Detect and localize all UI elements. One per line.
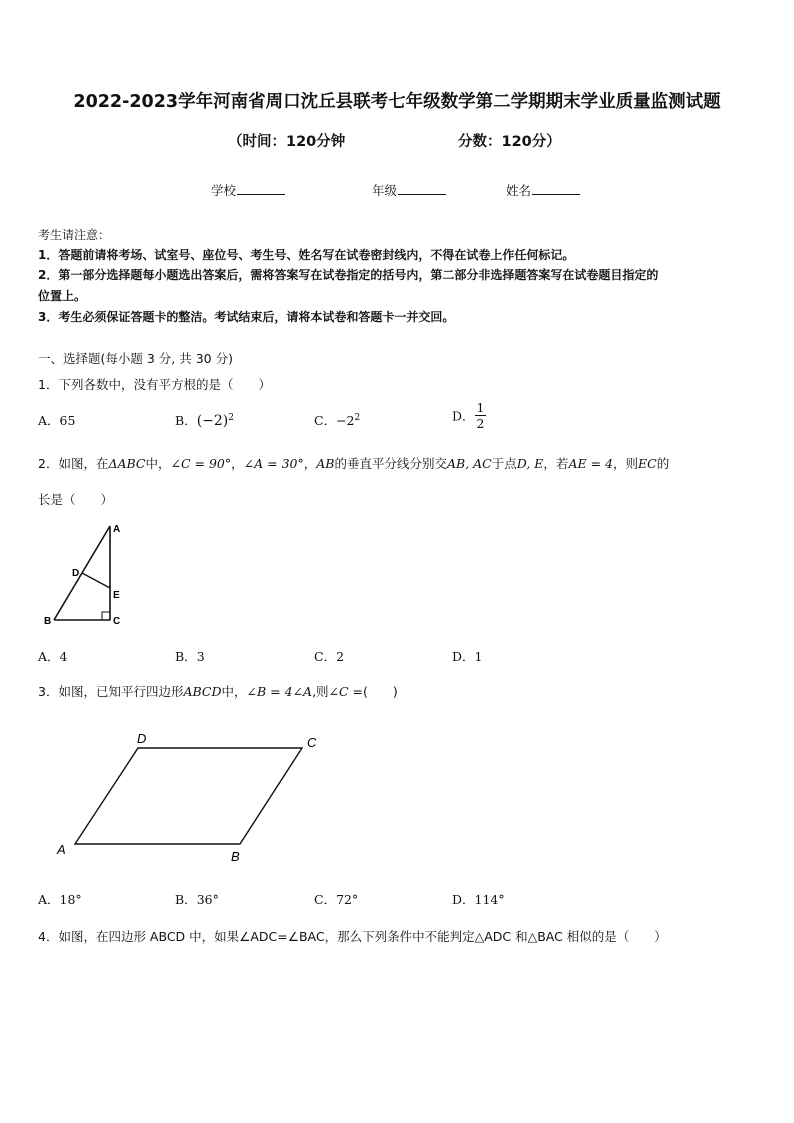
q1-b-sup: 2 bbox=[228, 412, 234, 423]
q2-text-g: 的 bbox=[656, 456, 670, 471]
q2-b-value: 3 bbox=[196, 649, 205, 664]
grade-field bbox=[372, 181, 446, 199]
q2-c-label: C． bbox=[314, 649, 337, 664]
q2-sep-2: ， bbox=[303, 456, 317, 471]
q3-c-value: 72° bbox=[336, 892, 359, 907]
q3-d-label: D． bbox=[452, 892, 475, 907]
name-label: 姓名 bbox=[506, 183, 532, 198]
q3-a-value: 18° bbox=[59, 892, 82, 907]
q2-sides: AB, AC bbox=[446, 456, 492, 471]
q2-triangle-figure bbox=[36, 518, 136, 630]
q2-points: D, E bbox=[516, 456, 544, 471]
name-blank bbox=[532, 182, 580, 195]
q2-ec: EC bbox=[637, 456, 657, 471]
q3-text-a: 3．如图，已知平行四边形 bbox=[38, 684, 184, 699]
q2-triangle: ΔABC bbox=[108, 456, 146, 471]
q2-text-d: 于点 bbox=[491, 456, 517, 471]
time-label: （时间：120分钟 bbox=[228, 134, 346, 150]
q2-stem-line2: 长是（ ） bbox=[38, 492, 114, 507]
q1-option-d bbox=[452, 400, 486, 431]
q1-d-label: D． bbox=[452, 408, 475, 424]
q2-cond-c: ∠C = 90° bbox=[170, 456, 232, 471]
q1-d-numerator: 1 bbox=[476, 400, 485, 415]
q3-b-value: 36° bbox=[196, 892, 219, 907]
q1-b-label: B． bbox=[175, 413, 197, 428]
q2-cond-a: ∠A = 30° bbox=[243, 456, 304, 471]
exam-title: 2022-2023学年河南省周口沈丘县联考七年级数学第二学期期末学业质量监测试题 bbox=[73, 92, 721, 112]
q1-c-sup: 2 bbox=[354, 412, 361, 423]
school-field bbox=[211, 181, 285, 199]
q3-parallelogram bbox=[75, 748, 302, 844]
q2-label-d: D bbox=[72, 568, 80, 579]
q2-option-a bbox=[38, 647, 67, 665]
notes-heading: 考生请注意： bbox=[38, 228, 111, 242]
school-label: 学校 bbox=[211, 183, 237, 198]
q3-label-b: B bbox=[231, 849, 240, 864]
q2-right-angle-mark bbox=[102, 612, 110, 620]
q2-option-b bbox=[175, 647, 205, 665]
q2-text-f: ，则 bbox=[612, 456, 638, 471]
q2-c-value: 2 bbox=[336, 649, 345, 664]
q1-c-label: C． bbox=[314, 413, 337, 428]
q3-text-b: 中， bbox=[221, 684, 247, 699]
q3-stem bbox=[38, 682, 398, 700]
grade-blank bbox=[398, 182, 446, 195]
q3-target: ∠C = bbox=[328, 684, 364, 699]
q3-label-a: A bbox=[57, 842, 66, 857]
note-1: 1．答题前请将考场、试室号、座位号、考生号、姓名写在试卷密封线内，不得在试卷上作任何标记。 bbox=[38, 248, 575, 262]
q3-abcd: ABCD bbox=[183, 684, 222, 699]
q1-b-value: (−2) bbox=[196, 413, 229, 429]
q3-a-label: A． bbox=[38, 892, 60, 907]
school-blank bbox=[237, 182, 285, 195]
q1-stem: 1．下列各数中，没有平方根的是（ ） bbox=[38, 377, 271, 392]
q3-option-a bbox=[38, 890, 82, 908]
q2-ab: AB bbox=[316, 456, 335, 471]
q1-option-b bbox=[175, 411, 234, 429]
q2-text-c: 的垂直平分线分别交 bbox=[334, 456, 447, 471]
q2-text-a: 2．如图，在 bbox=[38, 456, 109, 471]
q3-parallelogram-figure bbox=[50, 728, 330, 864]
q1-c-value: −2 bbox=[336, 413, 355, 428]
q2-bisector-de bbox=[82, 573, 110, 588]
q2-label-c: C bbox=[113, 616, 121, 627]
q2-text-b: 中， bbox=[145, 456, 171, 471]
note-2a: 2．第一部分选择题每小题选出答案后，需将答案写在试卷指定的括号内，第二部分非选择题答案写在试卷题目指定的 bbox=[38, 268, 659, 282]
q1-d-fraction bbox=[475, 400, 487, 431]
q4-stem: 4．如图，在四边形 ABCD 中，如果∠ADC=∠BAC，那么下列条件中不能判定△ADC 和△BAC 相似的是（ ） bbox=[38, 929, 667, 944]
q1-a-value: 65 bbox=[59, 413, 76, 428]
q3-label-d: D bbox=[137, 731, 147, 746]
q2-option-d bbox=[452, 647, 482, 665]
q1-d-denominator: 2 bbox=[476, 416, 485, 431]
grade-label: 年级 bbox=[372, 183, 398, 198]
q3-cond: ∠B = 4∠A bbox=[246, 684, 313, 699]
q2-stem bbox=[38, 454, 669, 472]
q2-a-label: A． bbox=[38, 649, 60, 664]
q3-c-label: C． bbox=[314, 892, 337, 907]
q3-option-d bbox=[452, 890, 505, 908]
q3-option-c bbox=[314, 890, 358, 908]
q3-option-b bbox=[175, 890, 219, 908]
q2-d-value: 1 bbox=[474, 649, 483, 664]
section-heading: 一、选择题(每小题 3 分, 共 30 分) bbox=[38, 351, 233, 366]
name-field bbox=[506, 181, 580, 199]
q3-text-c: ,则 bbox=[312, 684, 329, 699]
q2-label-e: E bbox=[113, 590, 120, 601]
q2-d-label: D． bbox=[452, 649, 475, 664]
note-2b: 位置上。 bbox=[38, 289, 87, 303]
q3-text-d: ( ) bbox=[363, 684, 398, 699]
q2-cond-ae: AE = 4 bbox=[568, 456, 613, 471]
score-label: 分数：120分） bbox=[458, 134, 561, 150]
q2-option-c bbox=[314, 647, 344, 665]
q3-b-label: B． bbox=[175, 892, 197, 907]
q2-label-b: B bbox=[44, 616, 52, 627]
q1-a-label: A． bbox=[38, 413, 60, 428]
q2-text-e: ，若 bbox=[543, 456, 569, 471]
q3-d-value: 114° bbox=[474, 892, 505, 907]
q2-label-a: A bbox=[113, 524, 121, 535]
q2-b-label: B． bbox=[175, 649, 197, 664]
q2-a-value: 4 bbox=[59, 649, 68, 664]
q1-option-a bbox=[38, 411, 75, 429]
q1-option-c bbox=[314, 411, 360, 429]
q3-label-c: C bbox=[307, 735, 317, 750]
q2-sep-1: ， bbox=[231, 456, 244, 471]
note-3: 3．考生必须保证答题卡的整洁。考试结束后，请将本试卷和答题卡一并交回。 bbox=[38, 310, 455, 324]
